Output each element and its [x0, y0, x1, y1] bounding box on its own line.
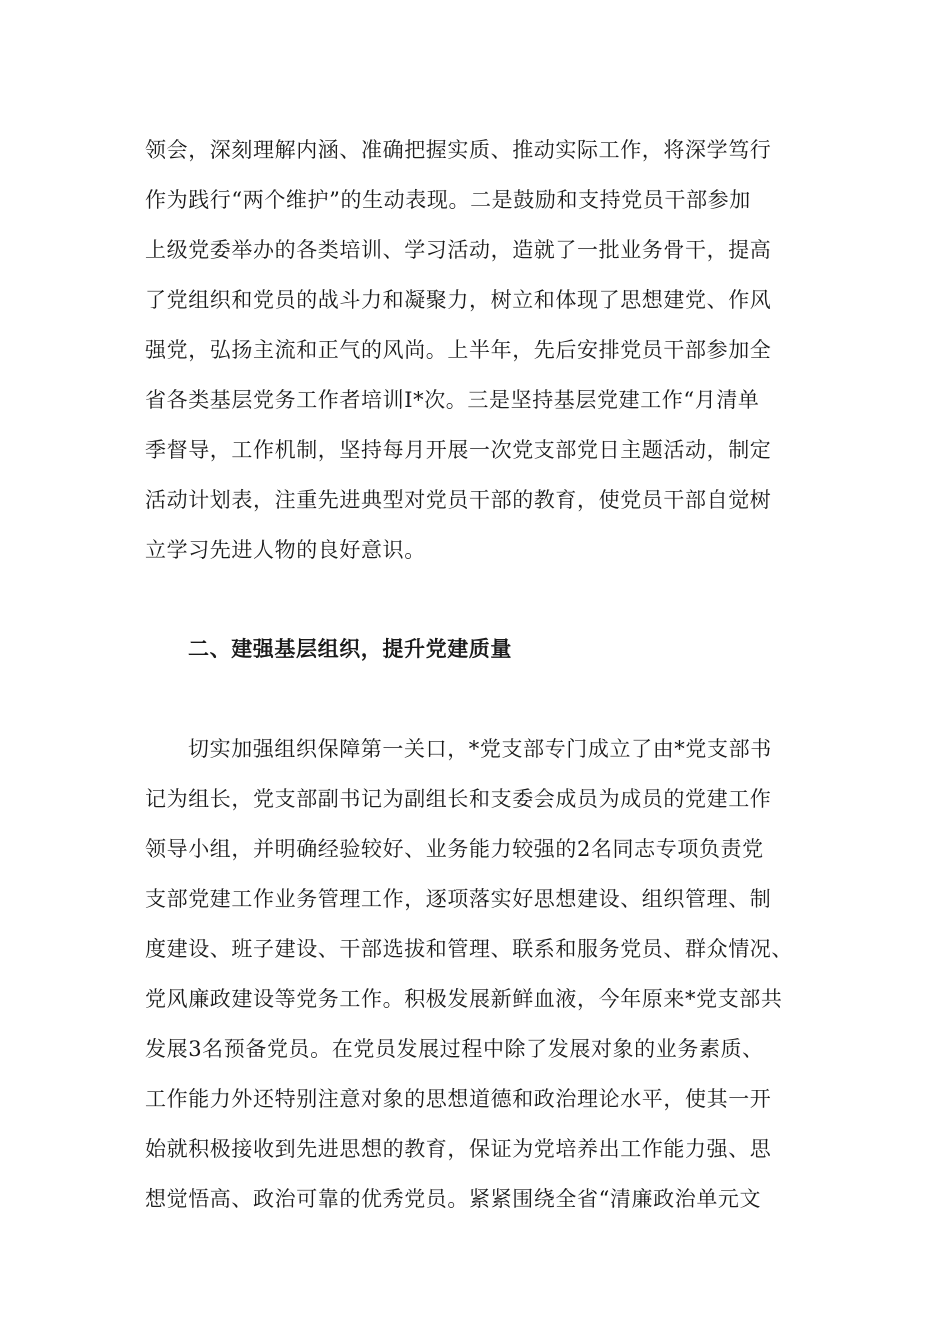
paragraph-1-line-3: 上级党委举办的各类培训、学习活动，造就了一批业务骨干，提高 [145, 238, 772, 262]
paragraph-2-line-8: 工作能力外还特别注意对象的思想道德和政治理论水平，使其一开 [145, 1087, 772, 1111]
paragraph-2-line-5: 度建设、班子建设、干部选拔和管理、联系和服务党员、群众情况、 [145, 937, 793, 961]
paragraph-1-line-4: 了党组织和党员的战斗力和凝聚力，树立和体现了思想建党、作风 [145, 288, 772, 312]
paragraph-1-line-5: 强党，弘扬主流和正气的风尚。上半年，先后安排党员干部参加全 [145, 338, 772, 362]
paragraph-2-line-6: 党风廉政建设等党务工作。积极发展新鲜血液，今年原来*党支部共 [145, 987, 783, 1011]
paragraph-2-line-4: 支部党建工作业务管理工作，逐项落实好思想建设、组织管理、制 [145, 887, 772, 911]
paragraph-1-line-7: 季督导，工作机制，坚持每月开展一次党支部党日主题活动，制定 [145, 438, 772, 462]
paragraph-1-line-6: 省各类基层党务工作者培训I*次。三是坚持基层党建工作“月清单 [145, 388, 760, 412]
paragraph-2-line-9: 始就积极接收到先进思想的教育，保证为党培养出工作能力强、思 [145, 1137, 772, 1161]
paragraph-2-line-2: 记为组长，党支部副书记为副组长和支委会成员为成员的党建工作 [145, 787, 772, 811]
paragraph-1-line-9: 立学习先进人物的良好意识。 [145, 538, 426, 562]
paragraph-1-line-1: 领会，深刻理解内涵、准确把握实质、推动实际工作，将深学笃行 [145, 138, 772, 162]
paragraph-1-line-8: 活动计划表，注重先进典型对党员干部的教育，使党员干部自觉树 [145, 488, 772, 512]
paragraph-2-line-3: 领导小组，并明确经验较好、业务能力较强的2名同志专项负责党 [145, 837, 764, 861]
paragraph-1-line-2: 作为践行“两个维护”的生动表现。二是鼓励和支持党员干部参加 [145, 188, 751, 212]
paragraph-2-line-1: 切实加强组织保障第一关口，*党支部专门成立了由*党支部书 [188, 737, 772, 761]
section-heading-2: 二、建强基层组织，提升党建质量 [188, 637, 512, 661]
paragraph-2-line-7: 发展3名预备党员。在党员发展过程中除了发展对象的业务素质、 [145, 1037, 764, 1061]
paragraph-2-line-10: 想觉悟高、政治可靠的优秀党员。紧紧围绕全省“清廉政治单元文 [145, 1187, 762, 1211]
